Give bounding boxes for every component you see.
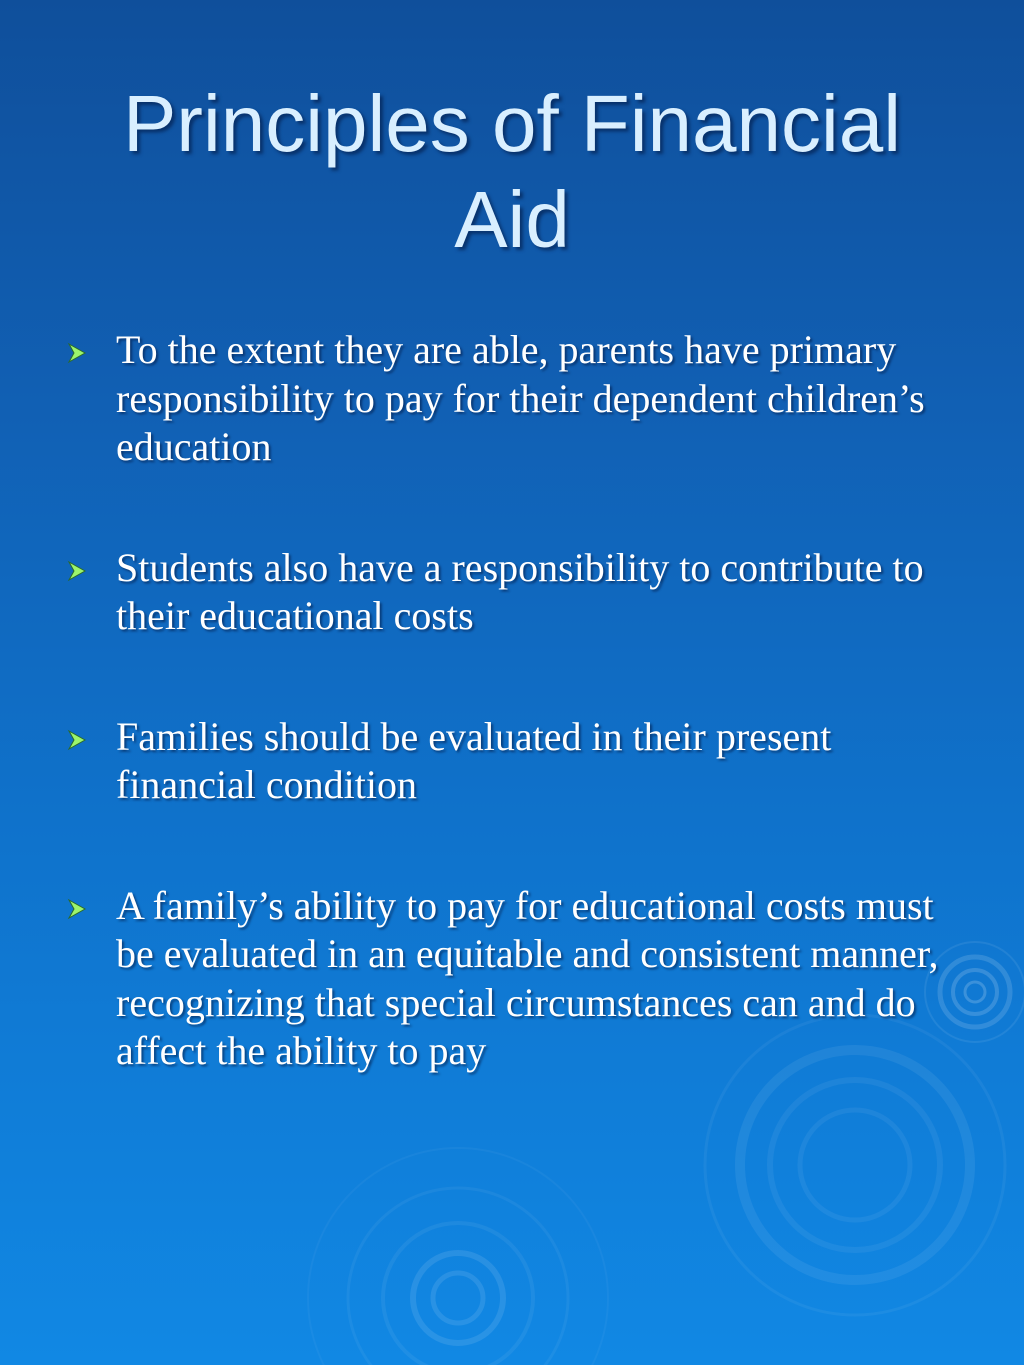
arrow-bullet-icon	[66, 882, 116, 920]
arrow-bullet-icon	[66, 326, 116, 364]
arrow-bullet-icon	[66, 713, 116, 751]
slide-title: Principles of Financial Aid	[122, 79, 902, 264]
bullet-item	[66, 544, 966, 641]
bullet-item	[66, 713, 966, 810]
bullet-text: Families should be evaluated in their present financial condition	[116, 713, 832, 807]
arrow-bullet-icon	[66, 544, 116, 582]
bullet-item	[66, 326, 966, 472]
bullet-text: Students also have a responsibility to contribute to their educational costs	[116, 544, 924, 638]
bullet-text: A family’s ability to pay for educational costs must be evaluated in an equitable and consistent manner, recognizing that special circumstances can and do affect the ability to pay	[116, 882, 939, 1073]
bullet-list	[66, 326, 966, 1148]
bullet-text: To the extent they are able, parents have primary responsibility to pay for their dependent children’s education	[116, 327, 925, 469]
bullet-item	[66, 882, 966, 1076]
